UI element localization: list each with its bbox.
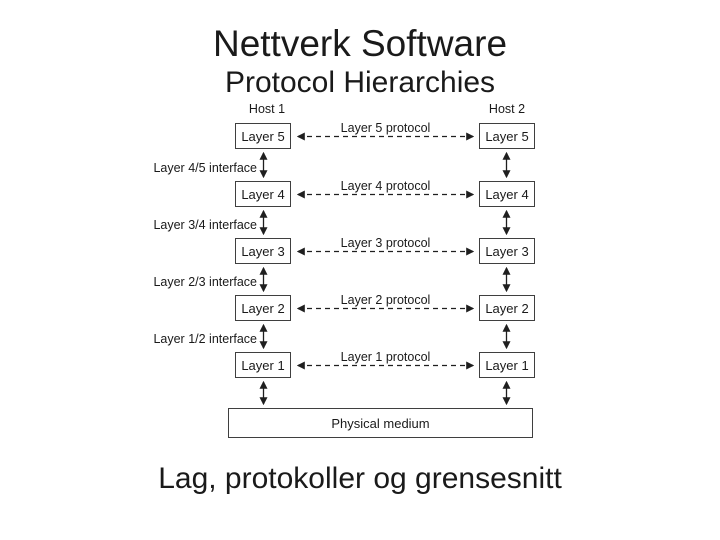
host1-layer-box: Layer 1 xyxy=(235,352,291,378)
protocol-arrows xyxy=(298,137,473,366)
host1-layer-box: Layer 3 xyxy=(235,238,291,264)
protocol-label: Layer 5 protocol xyxy=(340,121,431,135)
host1-layer-box: Layer 5 xyxy=(235,123,291,149)
host1-label: Host 1 xyxy=(248,102,286,116)
slide-subtitle: Protocol Hierarchies xyxy=(224,66,496,99)
slide-caption: Lag, protokoller og grensesnitt xyxy=(158,462,562,495)
interface-label: Layer 4/5 interface xyxy=(153,161,257,175)
physical-medium-box: Physical medium xyxy=(228,408,533,438)
host2-layer-box: Layer 4 xyxy=(479,181,535,207)
slide-title: Nettverk Software xyxy=(212,23,508,64)
interface-label: Layer 3/4 interface xyxy=(153,218,257,232)
protocol-label: Layer 2 protocol xyxy=(340,293,431,307)
host2-layer-box: Layer 1 xyxy=(479,352,535,378)
host1-layer-box: Layer 4 xyxy=(235,181,291,207)
host2-layer-box: Layer 5 xyxy=(479,123,535,149)
protocol-label: Layer 4 protocol xyxy=(340,179,431,193)
host1-layer-box: Layer 2 xyxy=(235,295,291,321)
interface-label: Layer 2/3 interface xyxy=(153,275,257,289)
protocol-label: Layer 3 protocol xyxy=(340,236,431,250)
host2-layer-box: Layer 2 xyxy=(479,295,535,321)
interface-label: Layer 1/2 interface xyxy=(153,332,257,346)
host2-label: Host 2 xyxy=(488,102,526,116)
host2-layer-box: Layer 3 xyxy=(479,238,535,264)
protocol-label: Layer 1 protocol xyxy=(340,350,431,364)
